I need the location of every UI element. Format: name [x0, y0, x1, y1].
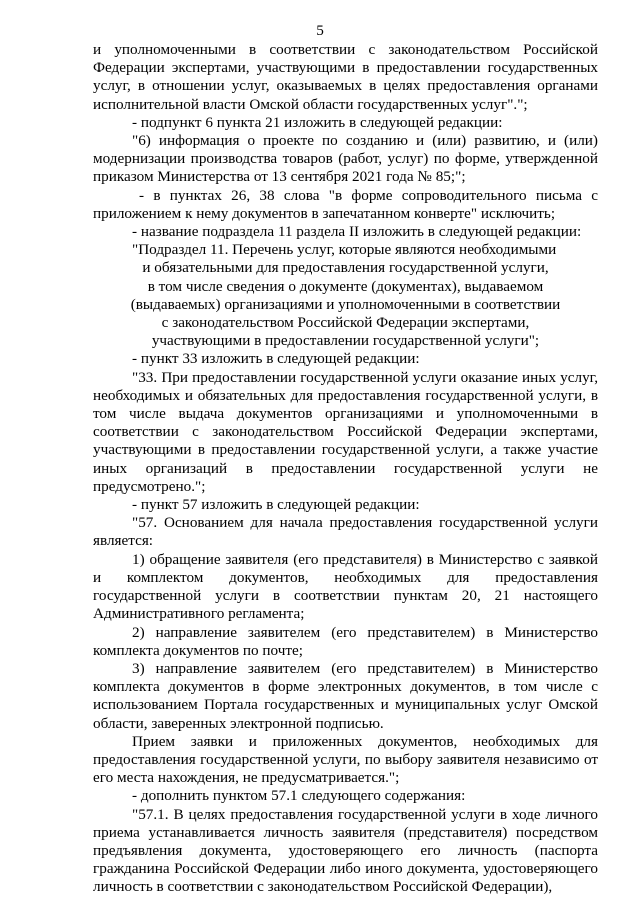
heading-subsection-11-line-1: "Подраздел 11. Перечень услуг, которые являются необходимыми	[132, 241, 557, 259]
heading-subsection-11-line-6: участвующими в предоставлении государственной услуги";	[151, 332, 540, 350]
paragraph-items-26-38: - в пунктах 26, 38 слова "в форме сопроводительного письма с приложением к нему документов в запечатанном конверте" исключить;	[93, 186, 598, 222]
paragraph-item-33-instruction: - пункт 33 изложить в следующей редакции:	[132, 350, 420, 368]
paragraph-subitem-6-text: "6) информация о проекте по созданию и (или) развитию, и (или) модернизации производства товаров (работ, услуг) по форме, утвержденной приказом Министерства от 13 сентября 2021 года № 85;";	[93, 132, 598, 186]
document-body	[93, 41, 598, 897]
page-number: 5	[316, 22, 324, 39]
paragraph-item-57-sub-1: 1) обращение заявителя (его представителя) в Министерство с заявкой и комплектом документов, необходимых для предоставления государственной услуги в соответствии пунктам 20, 21 настоящего Административного регламента;	[93, 550, 598, 623]
paragraph-subsection-11-instruction: - название подраздела 11 раздела II изложить в следующей редакции:	[132, 223, 582, 241]
paragraph-item-57-sub-2: 2) направление заявителем (его представителем) в Министерство комплекта документов по почте;	[93, 623, 598, 659]
paragraph-item-33-text: "33. При предоставлении государственной услуги оказание иных услуг, необходимых и обязательных для предоставления государственной услуги, в том числе выдача документов организациями и уполномоченными в соответствии с законодательством Российской Федерации экспертами, участвующими в предоставлении государственной услуги, а также участие иных организаций в предоставлении государственной услуги не предусмотрено.";	[93, 368, 598, 495]
paragraph-subitem-6-instruction: - подпункт 6 пункта 21 изложить в следующей редакции:	[132, 113, 503, 131]
paragraph-item-57-text: "57. Основанием для начала предоставления государственной услуги является:	[93, 514, 598, 550]
paragraph-item-57-sub-3: 3) направление заявителем (его представителем) в Министерство комплекта документов в форме электронных документов, в том числе с использованием Портала государственных и муниципальных услуг Омской области, заверенных электронной подписью.	[93, 659, 598, 732]
paragraph-intro: и уполномоченными в соответствии с законодательством Российской Федерации экспертами, участвующими в предоставлении государственных услуг, в отношении услуг, оказываемых в целях предоставления органами исполнительной власти Омской области государственных услуг".";	[93, 41, 598, 113]
paragraph-item-57-1-instruction: - дополнить пунктом 57.1 следующего содержания:	[132, 787, 466, 805]
heading-subsection-11-line-5: с законодательством Российской Федерации экспертами,	[161, 314, 530, 332]
paragraph-item-57-instruction: - пункт 57 изложить в следующей редакции:	[132, 496, 420, 514]
heading-subsection-11-line-2: и обязательными для предоставления государственной услуги,	[142, 259, 549, 277]
paragraph-item-57-1-text: "57.1. В целях предоставления государственной услуги в ходе личного приема устанавливается личность заявителя (представителя) посредством предъявления документа, удостоверяющего его личность (паспорта гражданина Российской Федерации либо иного документа, удостоверяющего личность в соответствии с законодательством Российской Федерации),	[93, 805, 598, 896]
heading-subsection-11-line-4: (выдаваемых) организациями и уполномоченными в соответствии	[130, 295, 561, 313]
paragraph-item-57-reception: Прием заявки и приложенных документов, необходимых для предоставления государственной услуги, по выбору заявителя независимо от его места нахождения, не предусматривается.";	[93, 732, 598, 787]
heading-subsection-11-line-3: в том числе сведения о документе (документах), выдаваемом	[147, 277, 544, 295]
